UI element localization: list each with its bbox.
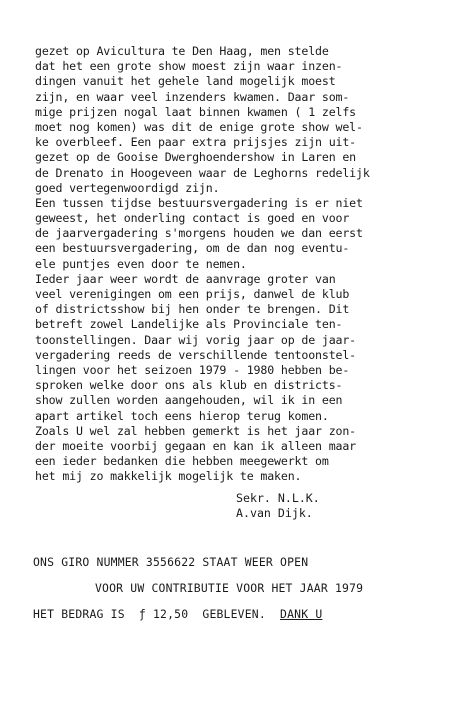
body-line: veel verenigingen om een prijs, danwel de klub [35, 287, 350, 301]
body-line: Zoals U wel zal hebben gemerkt is het jaar zon- [35, 423, 357, 438]
body-line: dingen vanuit het gehele land mogelijk moest [35, 74, 336, 89]
body-line: der moeite voorbij gegaan en kan ik alleen maar [35, 438, 357, 453]
body-line: de Drenato in Hoogeveen waar de Leghorns redelijk [35, 165, 370, 180]
giro-notice-line-3 [33, 607, 322, 621]
body-line: een ieder bedanken die hebben meegewerkt om [35, 454, 329, 469]
body-line: mige prijzen nogal laat binnen kwamen ( 1 zelfs [35, 104, 357, 119]
signature-role: Sekr. N.L.K. [236, 491, 320, 505]
body-line: een bestuursvergadering, om de dan nog eventu- [35, 241, 350, 256]
letter-body [35, 44, 445, 484]
body-line: het mij zo makkelijk mogelijk te maken. [35, 469, 302, 484]
body-line: moet nog komen) was dit de enige grote show wel- [35, 119, 363, 134]
body-line: goed vertegenwoordigd zijn. [35, 180, 220, 195]
body-line: show zullen worden aangehouden, wil ik in een [35, 393, 343, 408]
body-line: sproken welke door ons als klub en districts- [35, 378, 343, 393]
body-line: lingen voor het seizoen 1979 - 1980 hebben be- [35, 362, 350, 377]
amount-text: HET BEDRAG IS ƒ 12,50 GEBLEVEN. [33, 607, 281, 621]
thanks-text: DANK U [280, 607, 323, 621]
body-line: de jaarvergadering s'morgens houden we dan eerst [35, 226, 363, 241]
body-line: zijn, en waar veel inzenders kwamen. Daar som- [35, 89, 350, 104]
body-line: of districtsshow bij hen onder te brengen. Dit [35, 302, 350, 317]
signature-name: A.van Dijk. [236, 506, 313, 521]
giro-notice-line-2: VOOR UW CONTRIBUTIE VOOR HET JAAR 1979 [95, 581, 364, 595]
signature-block [236, 491, 320, 521]
body-line: gezet op de Gooise Dwerghoendershow in Laren en [35, 150, 357, 165]
body-line: toonstellingen. Daar wij vorig jaar op de jaar- [35, 332, 357, 347]
body-line: betreft zowel Landelijke als Provinciale ten- [35, 317, 343, 332]
body-line: Een tussen tijdse bestuursvergadering is er niet [35, 195, 363, 210]
body-line: apart artikel toch eens hierop terug komen. [35, 408, 329, 423]
giro-notice-line-1: ONS GIRO NUMMER 3556622 STAAT WEER OPEN [33, 555, 309, 569]
body-line: dat het een grote show moest zijn waar inzen- [35, 59, 343, 74]
body-line: ke overbleef. Een paar extra prijsjes zijn uit- [35, 135, 357, 150]
body-line: ele puntjes even door te nemen. [35, 256, 247, 271]
body-line: vergadering reeds de verschillende tentoonstel- [35, 347, 357, 362]
body-line: gezet op Avicultura te Den Haag, men stelde [35, 44, 329, 58]
body-line: Ieder jaar weer wordt de aanvrage groter van [35, 271, 336, 286]
body-line: geweest, het onderling contact is goed en voor [35, 211, 350, 226]
